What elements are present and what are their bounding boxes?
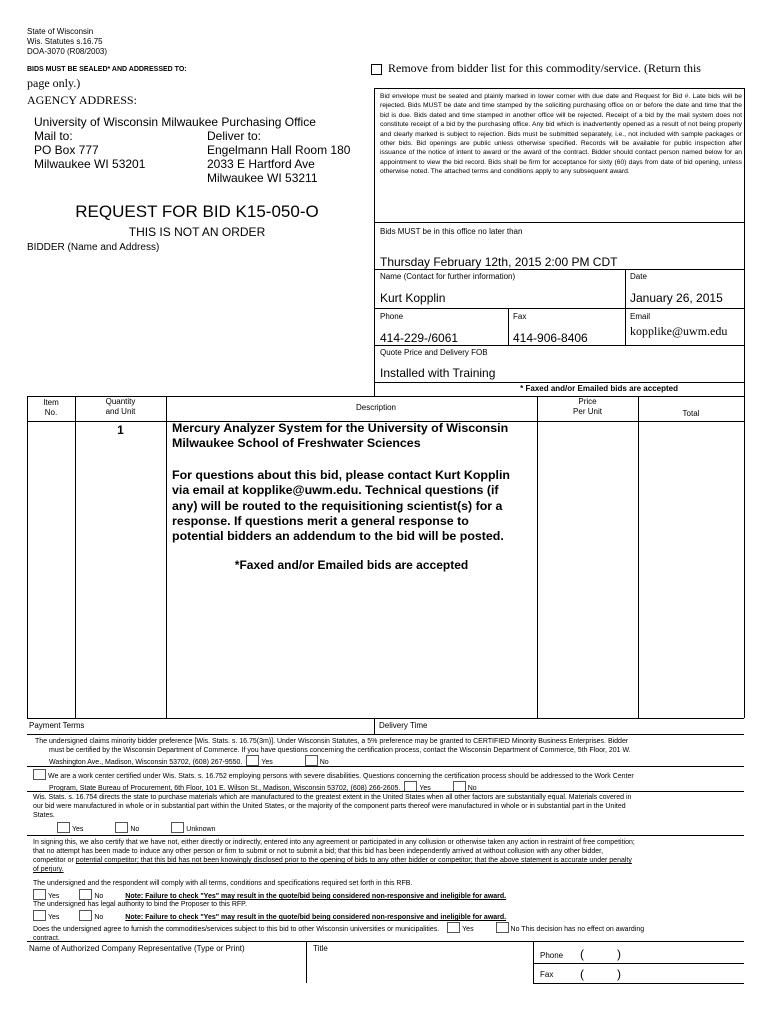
- fob-value: Installed with Training: [380, 366, 496, 380]
- remove-from-list[interactable]: [371, 61, 701, 75]
- manufactured-no-checkbox[interactable]: [115, 822, 128, 833]
- mail-to-line2: Milwaukee WI 53201: [34, 157, 146, 171]
- deliver-to-line3: Milwaukee WI 53211: [207, 171, 318, 185]
- rep-name-label: Name of Authorized Company Representative (Type or Print): [29, 944, 245, 953]
- form-number: DOA-3070 (R08/2003): [27, 47, 108, 56]
- fax-label: Fax: [513, 312, 527, 321]
- sealed-notice: BIDS MUST BE SEALED* AND ADDRESSED TO:: [27, 66, 187, 73]
- col-header-description: Description: [355, 403, 396, 412]
- authority-no-checkbox[interactable]: [79, 910, 92, 921]
- due-date: Thursday February 12th, 2015 2:00 PM CDT: [380, 255, 618, 269]
- authority-yes-checkbox[interactable]: [33, 910, 46, 921]
- issue-date: January 26, 2015: [630, 291, 723, 305]
- comply-terms: The undersigned and the respondent will comply with all terms, conditions and specifications required set forth in this RFB. Yes No Note: Failure to check "Yes" may result in the quote/bid being considered non-responsive and ineligible for award.: [33, 880, 507, 900]
- contact-name-label: Name (Contact for further information): [380, 272, 516, 281]
- deliver-to-line1: Engelmann Hall Room 180: [207, 143, 351, 157]
- delivery-time-label: Delivery Time: [379, 721, 428, 730]
- furnish-others: Does the undersigned agree to furnish the commodities/services subject to this bid to other Wisconsin universities or municipalities. Yes No This decision has no effect on awarding contract.: [33, 922, 744, 943]
- faxed-note: * Faxed and/or Emailed bids are accepted: [520, 384, 678, 393]
- email-label: Email: [630, 312, 651, 321]
- minority-no-checkbox[interactable]: [305, 755, 318, 766]
- col-header-total: Total: [682, 409, 700, 418]
- item-quantity: 1: [117, 423, 124, 437]
- work-center-checkbox[interactable]: [33, 769, 46, 780]
- deliver-to-label: Deliver to:: [207, 129, 262, 143]
- deliver-to-block: [207, 129, 350, 185]
- statute-label: Wis. Statutes s.16.75: [27, 37, 103, 46]
- mail-to-line1: PO Box 777: [34, 143, 99, 157]
- rep-phone-open: (: [580, 947, 584, 961]
- title-label: Title: [313, 944, 328, 953]
- rep-fax-open: (: [580, 967, 584, 981]
- not-an-order: THIS IS NOT AN ORDER: [128, 225, 266, 239]
- furnish-no-checkbox[interactable]: [496, 922, 509, 933]
- rep-fax-label: Fax: [540, 970, 554, 979]
- work-center-cert: We are a work center certified under Wis. Stats. s. 16.752 employing persons with severe disabilities. Questions concerning the certification process should be addressed to the Work Center Program, State Bureau of Procurement, 6th Floor, 101 E. Wilson St., Madison, Wisconsin 53702, (608) 266-2605. Yes No: [33, 769, 744, 793]
- remove-checkbox[interactable]: [371, 64, 382, 75]
- rep-fax-close: ): [617, 967, 621, 981]
- bidder-label: BIDDER (Name and Address): [27, 242, 160, 253]
- contact-email[interactable]: kopplike@uwm.edu: [630, 324, 728, 338]
- furnish-yes-checkbox[interactable]: [447, 922, 460, 933]
- contact-fax: 414-906-8406: [513, 331, 588, 345]
- deliver-to-line2: 2033 E Hartford Ave: [207, 157, 315, 171]
- comply-yes-checkbox[interactable]: [33, 889, 46, 900]
- phone-label: Phone: [380, 312, 404, 321]
- mail-to-label: Mail to:: [34, 129, 73, 143]
- bid-instructions: Bid envelope must be sealed and plainly marked in lower corner with due date and Request for Bid #. Late bids will be rejected. Bids MUST be date and time stamped by the soliciting purchasing office on or before the date and time that the bid is due. Bids dated and time stamped in another office will be rejected. Receipt of a bid by the mail system does not constitute receipt of a bid by the purchasing office. Any bid which is inadvertently opened as a result of not being properly and clearly marked is subject to rejection. Bids must be submitted separately, i.e., not included with sample packages or other bids. Bid openings are public unless otherwise specified. Records will be available for public inspection after issuance of the notice of intent to award or the award of the contract. Bidder should contact person named below for an appointment to view the bid record. Bids shall be firm for acceptance for sixty (60) days from date of bid opening, unless otherwise noted. The attached terms and conditions apply to any subsequent award.: [380, 93, 742, 176]
- remove-label-cont: page only.): [27, 76, 81, 90]
- item-faxed-note: *Faxed and/or Emailed bids are accepted: [234, 558, 469, 572]
- page-title: REQUEST FOR BID K15-050-O: [75, 202, 319, 221]
- remove-label: Remove from bidder list for this commodity/service. (Return this: [388, 61, 701, 75]
- agency-address-label: AGENCY ADDRESS:: [27, 93, 137, 107]
- legal-authority: The undersigned has legal authority to bind the Proposer to this RFP. Yes No Note: Failure to check "Yes" may result in the quote/bid being considered non-responsive and ineligible for award.: [33, 901, 507, 921]
- minority-yes-checkbox[interactable]: [246, 755, 259, 766]
- col-header-item: Item No.: [43, 398, 59, 417]
- contact-phone: 414-229-/6061: [380, 331, 459, 345]
- manufactured-yes-checkbox[interactable]: [57, 822, 70, 833]
- agency-name: University of Wisconsin Milwaukee Purchasing Office: [34, 115, 316, 129]
- col-header-quantity: Quantity and Unit: [105, 397, 136, 416]
- item-description: Mercury Analyzer System for the University of Wisconsin Milwaukee School of Freshwater Sciences For questions about this bid, please contact Kurt Kopplin via email at kopplike@uwm.edu. Technical questions (if any) will be routed to the requisitioning scientist(s) for a response. If questions merit a general response to potential bidders an addendum to the bid will be posted.: [172, 421, 511, 544]
- minority-preference: The undersigned claims minority bidder preference [Wis. Stats. s. 16.75(3m)]. Under Wisconsin Statutes, a 5% preference may be granted to CERTIFIED Minority Business Enterprises. Bidder must be certified by the Wisconsin Department of Commerce. If you have questions concerning the certification process, contact the Wisconsin Department of Commerce, 5th Floor, 201 W. Washington Ave., Madison, Wisconsin 53702, (608) 267-9550. Yes No: [35, 738, 631, 766]
- due-label: Bids MUST be in this office no later than: [380, 227, 523, 236]
- comply-no-checkbox[interactable]: [79, 889, 92, 900]
- rep-phone-close: ): [617, 947, 621, 961]
- state-label: State of Wisconsin: [27, 27, 94, 36]
- date-label: Date: [630, 272, 647, 281]
- non-collusion: In signing this, we also certify that we have not, either directly or indirectly, entered into any agreement or participated in any collusion or otherwise taken any action in restraint of free competition; that no attempt has been made to induce any other person or firm to submit or not to submit a bid; that this bid has been independently arrived at without collusion with any other bidder, competitor or potential competitor; that this bid has not been knowingly disclosed prior to the opening of bids to any other bidder or competitor; that the above statement is accurate under penalty of perjury.: [33, 839, 635, 873]
- fob-label: Quote Price and Delivery FOB: [380, 348, 488, 357]
- us-manufactured: Wis. Stats. s. 16.754 directs the state to purchase materials which are manufactured to the greatest extent in the United States when all other factors are substantially equal. Materials covered in our bid were manufactured in whole or in substantial part within the United States, or the majority of the component parts thereof were manufactured in whole or in substantial part in the United States. Yes No Unknown: [33, 794, 632, 833]
- col-header-price: Price Per Unit: [573, 397, 602, 416]
- form-header: [27, 27, 107, 57]
- contact-name: Kurt Kopplin: [380, 291, 446, 305]
- manufactured-unknown-checkbox[interactable]: [171, 822, 184, 833]
- rep-phone-label: Phone: [540, 951, 564, 960]
- payment-terms-label: Payment Terms: [29, 721, 85, 730]
- mail-to-block: [34, 129, 145, 171]
